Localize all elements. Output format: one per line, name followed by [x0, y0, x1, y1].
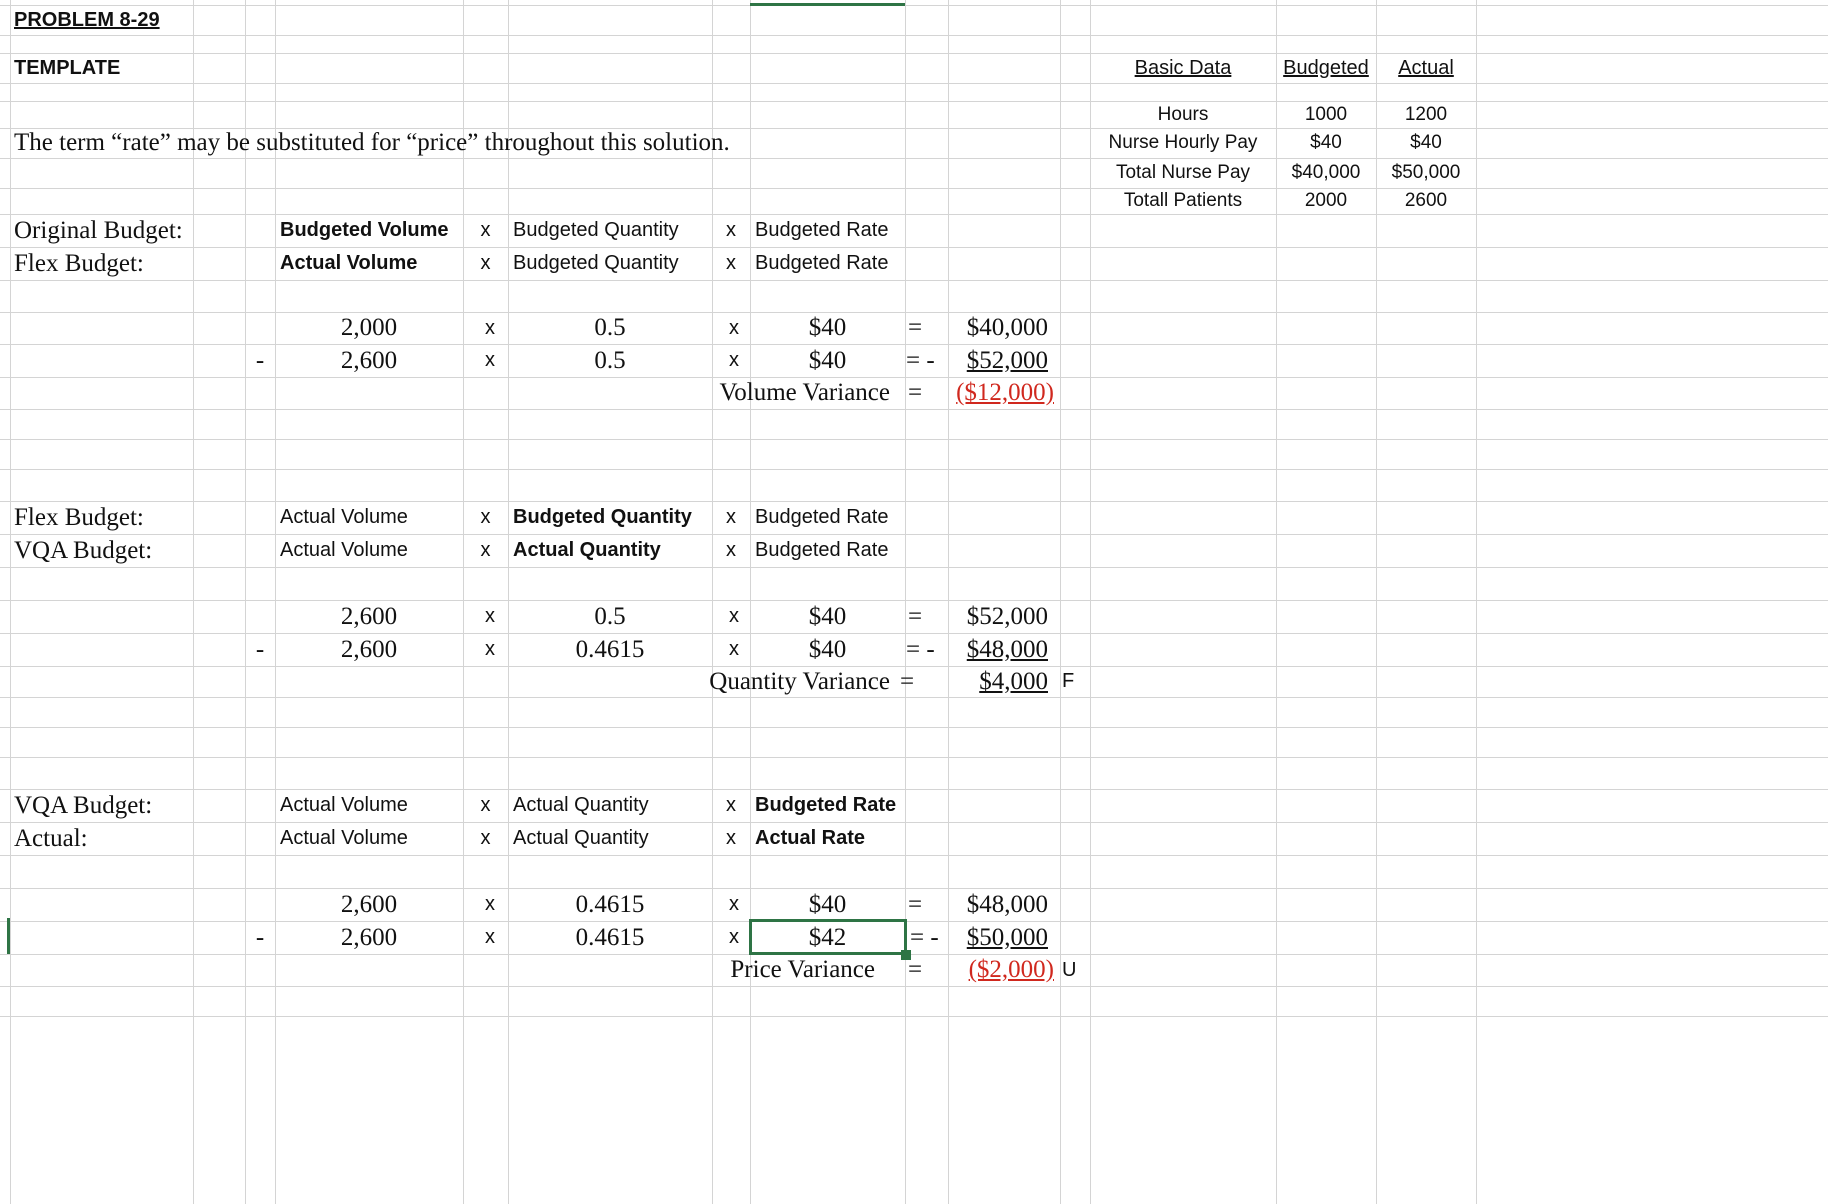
minus-sign: - — [255, 346, 265, 374]
rate-value: $40 — [808, 602, 847, 630]
basic-row-actual: 2600 — [1404, 190, 1448, 211]
formula-term: Actual Volume — [280, 252, 418, 274]
formula-times: x — [480, 219, 491, 241]
basic-row-label: Hours — [1157, 103, 1209, 125]
variance-value: $4,000 — [979, 667, 1048, 695]
times-sign: x — [485, 893, 495, 915]
formula-term: Actual Quantity — [513, 827, 649, 849]
formula-times: x — [480, 794, 491, 816]
minus-sign: - — [255, 923, 265, 951]
variance-label: Volume Variance — [719, 379, 890, 406]
volume-value: 2,600 — [340, 346, 398, 374]
equals-minus-sign: = - — [906, 346, 935, 374]
formula-times: x — [726, 794, 736, 816]
equals-sign: = — [907, 956, 923, 983]
formula-times: x — [726, 219, 736, 241]
basic-row-budgeted: 1000 — [1304, 103, 1348, 125]
formula-term: Actual Volume — [280, 794, 408, 816]
total-value: $52,000 — [966, 602, 1048, 630]
basic-row-budgeted: $40,000 — [1291, 162, 1361, 183]
basic-row-actual: $50,000 — [1391, 162, 1461, 183]
total-value: $50,000 — [966, 923, 1048, 951]
times-sign: x — [485, 605, 495, 627]
formula-term: Budgeted Rate — [755, 794, 897, 816]
section-label: Flex Budget: — [14, 503, 144, 531]
times-sign: x — [729, 893, 739, 915]
problem-title: PROBLEM 8-29 — [14, 8, 160, 31]
formula-times: x — [480, 506, 491, 528]
quantity-value: 0.4615 — [575, 635, 645, 663]
quantity-value: 0.5 — [594, 314, 626, 341]
equals-sign: = — [907, 379, 923, 406]
formula-term: Actual Quantity — [513, 794, 649, 816]
variance-value: ($12,000) — [956, 379, 1054, 406]
formula-term: Budgeted Rate — [755, 219, 889, 241]
active-column-marker — [750, 3, 905, 6]
basic-row-budgeted: $40 — [1310, 132, 1342, 153]
formula-times: x — [726, 827, 736, 849]
formula-times: x — [726, 506, 736, 528]
template-label: TEMPLATE — [14, 56, 121, 79]
basic-row-label: Totall Patients — [1123, 190, 1243, 211]
quantity-value: 0.5 — [594, 602, 626, 630]
basic-row-label: Total Nurse Pay — [1115, 162, 1251, 183]
total-value: $48,000 — [966, 890, 1048, 918]
times-sign: x — [729, 638, 739, 660]
quantity-value: 0.5 — [594, 346, 626, 374]
variance-flag: U — [1062, 958, 1077, 981]
rate-value: $40 — [808, 890, 847, 918]
formula-term: Actual Rate — [755, 827, 866, 849]
formula-term: Actual Volume — [280, 506, 408, 528]
quantity-value: 0.4615 — [575, 890, 645, 918]
budgeted-header: Budgeted — [1283, 56, 1369, 79]
formula-term: Actual Volume — [280, 539, 408, 561]
section-label: VQA Budget: — [14, 536, 153, 564]
equals-minus-sign: = - — [910, 923, 939, 951]
total-value: $48,000 — [966, 635, 1048, 663]
formula-term: Budgeted Quantity — [513, 506, 692, 528]
volume-value: 2,600 — [340, 923, 398, 951]
formula-term: Budgeted Rate — [755, 539, 889, 561]
minus-sign: - — [255, 635, 265, 663]
times-sign: x — [729, 316, 739, 339]
section-label: Original Budget: — [14, 216, 183, 244]
formula-term: Budgeted Quantity — [513, 252, 679, 274]
total-value: $52,000 — [966, 346, 1048, 374]
equals-sign: = — [900, 667, 915, 695]
rate-value: $40 — [808, 314, 847, 341]
volume-value: 2,600 — [340, 635, 398, 663]
times-sign: x — [485, 349, 495, 371]
rate-value: $40 — [808, 346, 847, 374]
quantity-value: 0.4615 — [575, 923, 645, 951]
equals-sign: = — [907, 890, 923, 918]
basic-row-actual: $40 — [1410, 132, 1442, 153]
times-sign: x — [729, 605, 739, 627]
section-label: Actual: — [14, 824, 88, 852]
formula-times: x — [480, 827, 491, 849]
variance-label: Price Variance — [730, 956, 875, 983]
volume-value: 2,600 — [340, 890, 398, 918]
rate-value-selected[interactable]: $42 — [808, 923, 847, 951]
times-sign: x — [485, 926, 495, 948]
rate-value: $40 — [808, 635, 847, 663]
volume-value: 2,600 — [340, 602, 398, 630]
times-sign: x — [485, 316, 495, 339]
total-value: $40,000 — [966, 314, 1048, 341]
equals-sign: = — [907, 602, 923, 630]
equals-minus-sign: = - — [906, 635, 935, 663]
formula-times: x — [480, 539, 491, 561]
equals-sign: = — [907, 314, 923, 341]
basic-data-title: Basic Data — [1134, 56, 1232, 79]
actual-header: Actual — [1398, 56, 1454, 79]
times-sign: x — [729, 926, 739, 948]
basic-row-budgeted: 2000 — [1304, 190, 1348, 211]
basic-row-actual: 1200 — [1404, 103, 1448, 125]
formula-term: Actual Quantity — [513, 539, 661, 561]
variance-flag: F — [1062, 670, 1075, 692]
formula-term: Actual Volume — [280, 827, 408, 849]
formula-times: x — [726, 252, 736, 274]
formula-term: Budgeted Quantity — [513, 219, 679, 241]
formula-times: x — [726, 539, 736, 561]
volume-value: 2,000 — [340, 314, 398, 341]
variance-label: Quantity Variance — [709, 667, 890, 695]
times-sign: x — [485, 638, 495, 660]
formula-term: Budgeted Rate — [755, 252, 889, 274]
formula-term: Budgeted Volume — [280, 219, 449, 241]
formula-times: x — [480, 252, 491, 274]
section-label: VQA Budget: — [14, 791, 153, 819]
active-row-marker — [7, 918, 10, 954]
section-label: Flex Budget: — [14, 249, 144, 277]
times-sign: x — [729, 349, 739, 371]
basic-row-label: Nurse Hourly Pay — [1108, 132, 1258, 153]
note-text: The term “rate” may be substituted for “price” throughout this solution. — [14, 129, 730, 156]
formula-term: Budgeted Rate — [755, 506, 889, 528]
variance-value: ($2,000) — [968, 956, 1054, 983]
